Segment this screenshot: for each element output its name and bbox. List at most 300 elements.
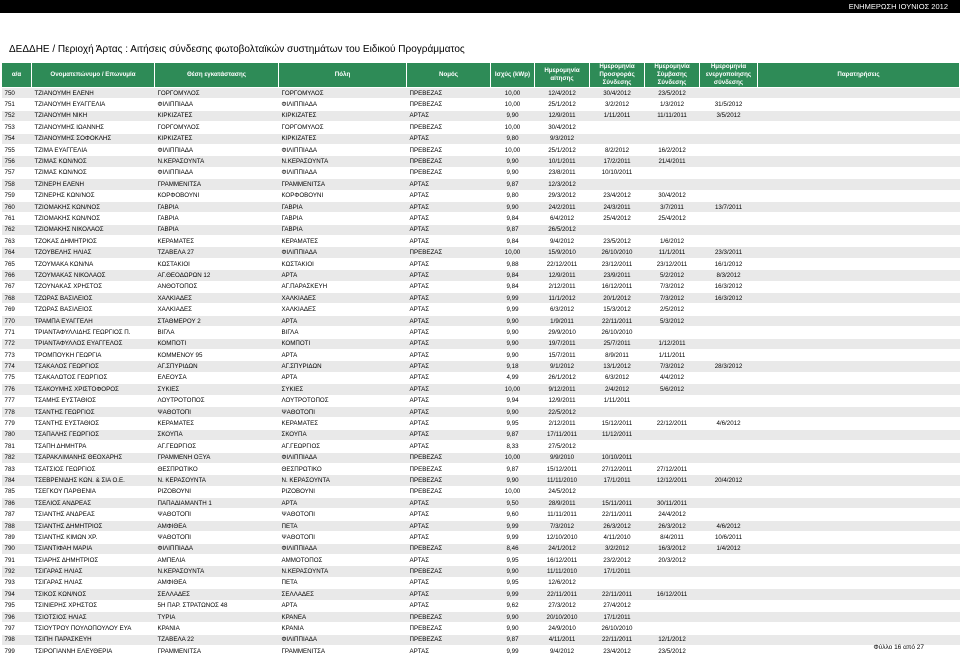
- cell-power: 9,90: [491, 156, 535, 167]
- cell-name: ΤΣΕΒΡΕΝΙΔΗΣ ΚΩΝ. & ΣΙΑ Ο.Ε.: [32, 475, 155, 486]
- cell-name: ΤΖΟΚΑΣ ΔΗΜΗΤΡΙΟΣ: [32, 236, 155, 247]
- table-row: [2, 270, 960, 281]
- cell-application-date: 12/3/2012: [535, 179, 590, 190]
- cell-application-date: 9/9/2010: [535, 452, 590, 463]
- cell-remarks: [758, 304, 960, 315]
- cell-power: 10,00: [491, 247, 535, 258]
- cell-city: ΠΕΤΑ: [279, 520, 407, 531]
- cell-location: ΨΑΘΟΤΟΠΙ: [155, 509, 279, 520]
- cell-city: ΑΓ.ΣΠΥΡΙΔΩΝ: [279, 361, 407, 372]
- cell-activation-date: [700, 452, 758, 463]
- cell-contract-date: [645, 429, 700, 440]
- cell-city: Ν.ΚΕΡΑΣΟΥΝΤΑ: [279, 156, 407, 167]
- col-header-offer-date: Ημερομηνία Προσφοράς Σύνδεσης: [590, 63, 645, 88]
- cell-activation-date: 16/1/2012: [700, 258, 758, 269]
- cell-name: ΤΣΑΚΑΛΩΤΟΣ ΓΕΩΡΓΙΟΣ: [32, 372, 155, 383]
- cell-prefecture: ΑΡΤΑΣ: [407, 190, 491, 201]
- cell-name: ΤΖΙΝΕΡΗΣ ΚΩΝ/ΝΟΣ: [32, 190, 155, 201]
- cell-activation-date: [700, 486, 758, 497]
- cell-prefecture: ΑΡΤΑΣ: [407, 293, 491, 304]
- cell-contract-date: 1/12/2011: [645, 338, 700, 349]
- cell-index: 779: [2, 418, 32, 429]
- cell-contract-date: [645, 577, 700, 588]
- cell-offer-date: 10/10/2011: [590, 452, 645, 463]
- cell-prefecture: ΑΡΤΑΣ: [407, 281, 491, 292]
- cell-offer-date: 26/10/2010: [590, 327, 645, 338]
- cell-index: 783: [2, 463, 32, 474]
- table-row: [2, 634, 960, 645]
- cell-name: ΤΖΙΑΝΟΥΜΗ ΕΥΑΓΓΕΛΙΑ: [32, 99, 155, 110]
- cell-activation-date: [700, 349, 758, 360]
- cell-location: ΕΛΕΟΥΣΑ: [155, 372, 279, 383]
- table-row: [2, 509, 960, 520]
- cell-index: 772: [2, 338, 32, 349]
- page-number: Φύλλο 16 από 27: [873, 644, 924, 651]
- cell-application-date: 11/11/2011: [535, 509, 590, 520]
- cell-application-date: 9/1/2012: [535, 361, 590, 372]
- cell-activation-date: 28/3/2012: [700, 361, 758, 372]
- table-row: [2, 486, 960, 497]
- table-row: [2, 441, 960, 452]
- cell-name: ΤΣΙΑΝΤΗΣ ΑΝΔΡΕΑΣ: [32, 509, 155, 520]
- cell-city: ΚΡΑΝΙΑ: [279, 623, 407, 634]
- cell-offer-date: [590, 577, 645, 588]
- cell-application-date: 9/4/2012: [535, 236, 590, 247]
- cell-power: 9,62: [491, 600, 535, 611]
- cell-power: 10,00: [491, 144, 535, 155]
- cell-remarks: [758, 338, 960, 349]
- cell-prefecture: ΠΡΕΒΕΖΑΣ: [407, 543, 491, 554]
- cell-name: ΤΣΙΝΙΕΡΗΣ ΧΡΗΣΤΟΣ: [32, 600, 155, 611]
- cell-name: ΤΖΟΥΝΑΚΑΣ ΧΡΗΣΤΟΣ: [32, 281, 155, 292]
- cell-index: 792: [2, 566, 32, 577]
- cell-prefecture: ΑΡΤΑΣ: [407, 429, 491, 440]
- cell-application-date: 9/4/2012: [535, 646, 590, 657]
- cell-remarks: [758, 441, 960, 452]
- cell-power: 9,90: [491, 566, 535, 577]
- cell-city: ΑΡΤΑ: [279, 498, 407, 509]
- update-date: ΕΝΗΜΕΡΩΣΗ ΙΟΥΝΙΟΣ 2012: [848, 2, 948, 11]
- cell-application-date: 25/1/2012: [535, 144, 590, 155]
- cell-offer-date: 25/7/2011: [590, 338, 645, 349]
- cell-power: 9,90: [491, 327, 535, 338]
- cell-power: 9,99: [491, 646, 535, 657]
- table-row: [2, 646, 960, 657]
- cell-offer-date: 15/3/2012: [590, 304, 645, 315]
- cell-contract-date: 5/3/2012: [645, 315, 700, 326]
- cell-name: ΤΣΑΝΤΗΣ ΕΥΣΤΑΘΙΟΣ: [32, 418, 155, 429]
- cell-prefecture: ΑΡΤΑΣ: [407, 361, 491, 372]
- cell-contract-date: [645, 486, 700, 497]
- cell-prefecture: ΑΡΤΑΣ: [407, 224, 491, 235]
- cell-city: ΑΡΤΑ: [279, 349, 407, 360]
- cell-activation-date: [700, 372, 758, 383]
- table-row: [2, 110, 960, 121]
- table-body: [2, 88, 960, 658]
- cell-city: ΨΑΘΟΤΟΠΙ: [279, 509, 407, 520]
- cell-power: 9,95: [491, 418, 535, 429]
- cell-name: ΤΣΑΠΗ ΔΗΜΗΤΡΑ: [32, 441, 155, 452]
- cell-index: 793: [2, 577, 32, 588]
- cell-offer-date: [590, 441, 645, 452]
- cell-prefecture: ΑΡΤΑΣ: [407, 304, 491, 315]
- top-banner: [0, 0, 960, 13]
- table-row: [2, 406, 960, 417]
- cell-power: 9,87: [491, 179, 535, 190]
- cell-activation-date: 8/3/2012: [700, 270, 758, 281]
- cell-prefecture: ΑΡΤΑΣ: [407, 213, 491, 224]
- table-row: [2, 520, 960, 531]
- cell-application-date: 6/3/2012: [535, 304, 590, 315]
- cell-contract-date: [645, 327, 700, 338]
- cell-power: 9,99: [491, 293, 535, 304]
- cell-city: ΧΑΛΚΙΑΔΕΣ: [279, 293, 407, 304]
- cell-contract-date: 7/3/2012: [645, 281, 700, 292]
- cell-activation-date: [700, 498, 758, 509]
- cell-name: ΤΣΙΑΝΤΗΣ ΔΗΜΗΤΡΙΟΣ: [32, 520, 155, 531]
- cell-name: ΤΡΙΑΝΤΑΦΥΛΛΙΔΗΣ ΓΕΩΡΓΙΟΣ Π.: [32, 327, 155, 338]
- cell-contract-date: [645, 452, 700, 463]
- cell-city: ΨΑΘΟΤΟΠΙ: [279, 406, 407, 417]
- cell-remarks: [758, 543, 960, 554]
- cell-location: ΧΑΛΚΙΑΔΕΣ: [155, 293, 279, 304]
- cell-index: 762: [2, 224, 32, 235]
- cell-index: 769: [2, 304, 32, 315]
- cell-city: ΦΙΛΙΠΠΙΑΔΑ: [279, 144, 407, 155]
- cell-remarks: [758, 327, 960, 338]
- cell-activation-date: [700, 406, 758, 417]
- cell-offer-date: 26/10/2010: [590, 247, 645, 258]
- cell-power: 9,90: [491, 406, 535, 417]
- cell-contract-date: [645, 611, 700, 622]
- col-header-city: Πόλη: [279, 63, 407, 88]
- cell-remarks: [758, 532, 960, 543]
- cell-application-date: 17/11/2011: [535, 429, 590, 440]
- cell-location: ΦΙΛΙΠΠΙΑΔΑ: [155, 144, 279, 155]
- cell-index: 774: [2, 361, 32, 372]
- cell-power: 8,46: [491, 543, 535, 554]
- cell-contract-date: 16/2/2012: [645, 144, 700, 155]
- cell-location: ΠΑΠΑΔΙΑΜΑΝΤΗ 1: [155, 498, 279, 509]
- cell-prefecture: ΑΡΤΑΣ: [407, 372, 491, 383]
- cell-prefecture: ΠΡΕΒΕΖΑΣ: [407, 475, 491, 486]
- cell-prefecture: ΠΡΕΒΕΖΑΣ: [407, 99, 491, 110]
- cell-activation-date: [700, 179, 758, 190]
- cell-application-date: 4/11/2011: [535, 634, 590, 645]
- cell-city: ΒΙΓΛΑ: [279, 327, 407, 338]
- cell-city: ΓΑΒΡΙΑ: [279, 213, 407, 224]
- cell-application-date: 12/6/2012: [535, 577, 590, 588]
- cell-application-date: 9/3/2012: [535, 133, 590, 144]
- cell-location: ΑΓ.ΣΠΥΡΙΔΩΝ: [155, 361, 279, 372]
- cell-application-date: 27/5/2012: [535, 441, 590, 452]
- cell-location: ΨΑΘΟΤΟΠΙ: [155, 532, 279, 543]
- cell-city: ΑΡΤΑ: [279, 372, 407, 383]
- cell-name: ΤΖΙΑΝΟΥΜΗΣ ΣΟΦΟΚΛΗΣ: [32, 133, 155, 144]
- cell-prefecture: ΑΡΤΑΣ: [407, 646, 491, 657]
- cell-power: 9,90: [491, 315, 535, 326]
- cell-contract-date: 1/11/2011: [645, 349, 700, 360]
- cell-location: Ν. ΚΕΡΑΣΟΥΝΤΑ: [155, 475, 279, 486]
- cell-city: Ν.ΚΕΡΑΣΟΥΝΤΑ: [279, 566, 407, 577]
- cell-power: 10,00: [491, 88, 535, 99]
- cell-offer-date: 15/11/2011: [590, 498, 645, 509]
- cell-location: ΛΟΥΤΡΟΤΟΠΟΣ: [155, 395, 279, 406]
- cell-application-date: 29/3/2012: [535, 190, 590, 201]
- cell-index: 784: [2, 475, 32, 486]
- cell-power: 9,99: [491, 520, 535, 531]
- cell-application-date: 22/5/2012: [535, 406, 590, 417]
- cell-application-date: 19/7/2011: [535, 338, 590, 349]
- cell-application-date: 30/4/2012: [535, 122, 590, 133]
- applications-table: [1, 62, 960, 658]
- cell-index: 789: [2, 532, 32, 543]
- cell-offer-date: 10/10/2011: [590, 167, 645, 178]
- cell-power: 9,90: [491, 611, 535, 622]
- cell-activation-date: [700, 634, 758, 645]
- cell-activation-date: [700, 600, 758, 611]
- cell-power: 9,87: [491, 429, 535, 440]
- cell-index: 782: [2, 452, 32, 463]
- cell-location: ΦΙΛΙΠΠΙΑΔΑ: [155, 99, 279, 110]
- cell-city: ΦΙΛΙΠΠΙΑΔΑ: [279, 452, 407, 463]
- cell-application-date: 9/12/2011: [535, 384, 590, 395]
- cell-contract-date: [645, 179, 700, 190]
- cell-index: 758: [2, 179, 32, 190]
- cell-location: ΣΕΛΛΑΔΕΣ: [155, 589, 279, 600]
- cell-remarks: [758, 486, 960, 497]
- cell-activation-date: [700, 156, 758, 167]
- cell-activation-date: [700, 190, 758, 201]
- cell-contract-date: 16/3/2012: [645, 543, 700, 554]
- cell-activation-date: 16/3/2012: [700, 293, 758, 304]
- cell-power: 9,90: [491, 338, 535, 349]
- cell-remarks: [758, 623, 960, 634]
- cell-prefecture: ΑΡΤΑΣ: [407, 270, 491, 281]
- cell-city: ΑΜΜΟΤΟΠΟΣ: [279, 555, 407, 566]
- cell-application-date: 11/1/2012: [535, 293, 590, 304]
- cell-offer-date: 22/11/2011: [590, 589, 645, 600]
- table-row: [2, 213, 960, 224]
- cell-activation-date: [700, 315, 758, 326]
- cell-power: 9,99: [491, 304, 535, 315]
- cell-name: ΤΣΙΡΟΓΙΑΝΝΗ ΕΛΕΥΘΕΡΙΑ: [32, 646, 155, 657]
- table-row: [2, 122, 960, 133]
- cell-contract-date: 16/12/2011: [645, 589, 700, 600]
- cell-power: 9,90: [491, 110, 535, 121]
- cell-name: ΤΣΙΠΗ ΠΑΡΑΣΚΕΥΗ: [32, 634, 155, 645]
- cell-remarks: [758, 589, 960, 600]
- cell-application-date: 25/1/2012: [535, 99, 590, 110]
- cell-offer-date: 16/12/2011: [590, 281, 645, 292]
- cell-remarks: [758, 258, 960, 269]
- cell-contract-date: 20/3/2012: [645, 555, 700, 566]
- cell-index: 776: [2, 384, 32, 395]
- cell-contract-date: [645, 406, 700, 417]
- cell-prefecture: ΠΡΕΒΕΖΑΣ: [407, 566, 491, 577]
- table-row: [2, 236, 960, 247]
- cell-contract-date: 22/12/2011: [645, 418, 700, 429]
- cell-prefecture: ΑΡΤΑΣ: [407, 600, 491, 611]
- cell-offer-date: [590, 122, 645, 133]
- cell-power: 9,94: [491, 395, 535, 406]
- cell-location: ΓΡΑΜΜΕΝΙΤΣΑ: [155, 646, 279, 657]
- cell-name: ΤΖΩΡΑΣ ΒΑΣΙΛΕΙΟΣ: [32, 304, 155, 315]
- cell-remarks: [758, 406, 960, 417]
- cell-power: 9,99: [491, 589, 535, 600]
- cell-index: 755: [2, 144, 32, 155]
- cell-location: ΤΖΑΒΕΛΑ 27: [155, 247, 279, 258]
- cell-application-date: 6/4/2012: [535, 213, 590, 224]
- cell-location: ΚΩΣΤΑΚΙΟΙ: [155, 258, 279, 269]
- cell-activation-date: 13/7/2011: [700, 201, 758, 212]
- cell-remarks: [758, 634, 960, 645]
- cell-activation-date: [700, 122, 758, 133]
- cell-activation-date: 4/6/2012: [700, 520, 758, 531]
- cell-application-date: 28/9/2011: [535, 498, 590, 509]
- cell-contract-date: 5/6/2012: [645, 384, 700, 395]
- cell-name: ΤΡΙΑΝΤΑΦΥΛΛΟΣ ΕΥΑΓΓΕΛΟΣ: [32, 338, 155, 349]
- cell-location: ΚΙΡΚΙΖΑΤΕΣ: [155, 110, 279, 121]
- table-row: [2, 179, 960, 190]
- cell-application-date: 12/9/2011: [535, 110, 590, 121]
- cell-remarks: [758, 224, 960, 235]
- cell-remarks: [758, 452, 960, 463]
- cell-index: 753: [2, 122, 32, 133]
- cell-city: ΨΑΘΟΤΟΠΙ: [279, 532, 407, 543]
- cell-city: ΚΡΑΝΕΑ: [279, 611, 407, 622]
- cell-city: ΦΙΛΙΠΠΙΑΔΑ: [279, 634, 407, 645]
- cell-remarks: [758, 247, 960, 258]
- cell-location: ΑΝΘΟΤΟΠΟΣ: [155, 281, 279, 292]
- cell-activation-date: 31/5/2012: [700, 99, 758, 110]
- cell-activation-date: [700, 338, 758, 349]
- cell-location: ΓΑΒΡΙΑ: [155, 213, 279, 224]
- cell-remarks: [758, 236, 960, 247]
- cell-location: ΓΟΡΓΟΜΥΛΟΣ: [155, 88, 279, 99]
- cell-location: ΚΙΡΚΙΖΑΤΕΣ: [155, 133, 279, 144]
- cell-name: ΤΖΙΜΑΣ ΚΩΝ/ΝΟΣ: [32, 156, 155, 167]
- table-row: [2, 418, 960, 429]
- cell-prefecture: ΠΡΕΒΕΖΑΣ: [407, 144, 491, 155]
- cell-name: ΤΖΙΝΕΡΗ ΕΛΕΝΗ: [32, 179, 155, 190]
- cell-prefecture: ΑΡΤΑΣ: [407, 395, 491, 406]
- cell-name: ΤΖΩΡΑΣ ΒΑΣΙΛΕΙΟΣ: [32, 293, 155, 304]
- cell-remarks: [758, 213, 960, 224]
- cell-name: ΤΣΑΜΗΣ ΕΥΣΤΑΘΙΟΣ: [32, 395, 155, 406]
- cell-prefecture: ΠΡΕΒΕΖΑΣ: [407, 634, 491, 645]
- cell-location: ΣΤΑΘΜΕΡΟΥ 2: [155, 315, 279, 326]
- cell-application-date: 15/12/2011: [535, 463, 590, 474]
- cell-index: 763: [2, 236, 32, 247]
- cell-contract-date: [645, 224, 700, 235]
- cell-offer-date: 17/1/2011: [590, 611, 645, 622]
- cell-location: ΚΟΡΦΟΒΟΥΝΙ: [155, 190, 279, 201]
- cell-offer-date: 30/4/2012: [590, 88, 645, 99]
- cell-remarks: [758, 122, 960, 133]
- cell-application-date: 11/11/2010: [535, 566, 590, 577]
- cell-activation-date: [700, 167, 758, 178]
- cell-prefecture: ΑΡΤΑΣ: [407, 509, 491, 520]
- col-header-index: α/α: [2, 63, 32, 88]
- cell-power: 9,60: [491, 509, 535, 520]
- cell-name: ΤΣΕΛΙΟΣ ΑΝΔΡΕΑΣ: [32, 498, 155, 509]
- cell-city: Ν. ΚΕΡΑΣΟΥΝΤΑ: [279, 475, 407, 486]
- cell-prefecture: ΑΡΤΑΣ: [407, 133, 491, 144]
- table-row: [2, 201, 960, 212]
- cell-location: Ν.ΚΕΡΑΣΟΥΝΤΑ: [155, 156, 279, 167]
- col-header-location: Θέση εγκατάστασης: [155, 63, 279, 88]
- cell-city: ΓΑΒΡΙΑ: [279, 224, 407, 235]
- cell-location: ΨΑΘΟΤΟΠΙ: [155, 406, 279, 417]
- cell-activation-date: [700, 623, 758, 634]
- cell-contract-date: 27/12/2011: [645, 463, 700, 474]
- cell-name: ΤΣΙΑΝΤΙΦΑΗ ΜΑΡΙΑ: [32, 543, 155, 554]
- cell-power: 9,87: [491, 634, 535, 645]
- cell-power: 9,87: [491, 224, 535, 235]
- cell-power: 10,00: [491, 452, 535, 463]
- table-row: [2, 167, 960, 178]
- cell-location: ΚΡΑΝΙΑ: [155, 623, 279, 634]
- cell-activation-date: 16/3/2012: [700, 281, 758, 292]
- cell-power: 9,90: [491, 349, 535, 360]
- table-row: [2, 327, 960, 338]
- cell-offer-date: 15/12/2011: [590, 418, 645, 429]
- cell-index: 781: [2, 441, 32, 452]
- cell-location: ΚΟΜΜΕΝΟΥ 95: [155, 349, 279, 360]
- cell-remarks: [758, 566, 960, 577]
- cell-remarks: [758, 475, 960, 486]
- cell-remarks: [758, 429, 960, 440]
- cell-activation-date: [700, 236, 758, 247]
- cell-index: 751: [2, 99, 32, 110]
- cell-application-date: 15/9/2010: [535, 247, 590, 258]
- cell-remarks: [758, 395, 960, 406]
- cell-prefecture: ΑΡΤΑΣ: [407, 441, 491, 452]
- cell-contract-date: 8/4/2011: [645, 532, 700, 543]
- cell-offer-date: 23/5/2012: [590, 236, 645, 247]
- cell-prefecture: ΑΡΤΑΣ: [407, 406, 491, 417]
- cell-index: 757: [2, 167, 32, 178]
- cell-prefecture: ΠΡΕΒΕΖΑΣ: [407, 156, 491, 167]
- cell-remarks: [758, 509, 960, 520]
- cell-contract-date: 7/3/2012: [645, 361, 700, 372]
- cell-prefecture: ΠΡΕΒΕΖΑΣ: [407, 247, 491, 258]
- cell-offer-date: 20/1/2012: [590, 293, 645, 304]
- table-row: [2, 611, 960, 622]
- cell-location: ΦΙΛΙΠΠΙΑΔΑ: [155, 167, 279, 178]
- cell-index: 771: [2, 327, 32, 338]
- cell-power: 9,90: [491, 475, 535, 486]
- cell-offer-date: 25/4/2012: [590, 213, 645, 224]
- cell-application-date: 16/12/2011: [535, 555, 590, 566]
- cell-city: ΣΥΚΙΕΣ: [279, 384, 407, 395]
- cell-city: ΓΡΑΜΜΕΝΙΤΣΑ: [279, 646, 407, 657]
- cell-city: ΑΡΤΑ: [279, 600, 407, 611]
- cell-power: 8,33: [491, 441, 535, 452]
- cell-name: ΤΣΙΟΤΣΙΟΣ ΗΛΙΑΣ: [32, 611, 155, 622]
- cell-city: ΚΟΡΦΟΒΟΥΝΙ: [279, 190, 407, 201]
- cell-activation-date: [700, 224, 758, 235]
- cell-application-date: 15/7/2011: [535, 349, 590, 360]
- cell-offer-date: 2/4/2012: [590, 384, 645, 395]
- cell-power: 9,90: [491, 167, 535, 178]
- cell-contract-date: [645, 133, 700, 144]
- cell-activation-date: [700, 88, 758, 99]
- cell-offer-date: 17/1/2011: [590, 475, 645, 486]
- table-row: [2, 281, 960, 292]
- cell-contract-date: 23/5/2012: [645, 88, 700, 99]
